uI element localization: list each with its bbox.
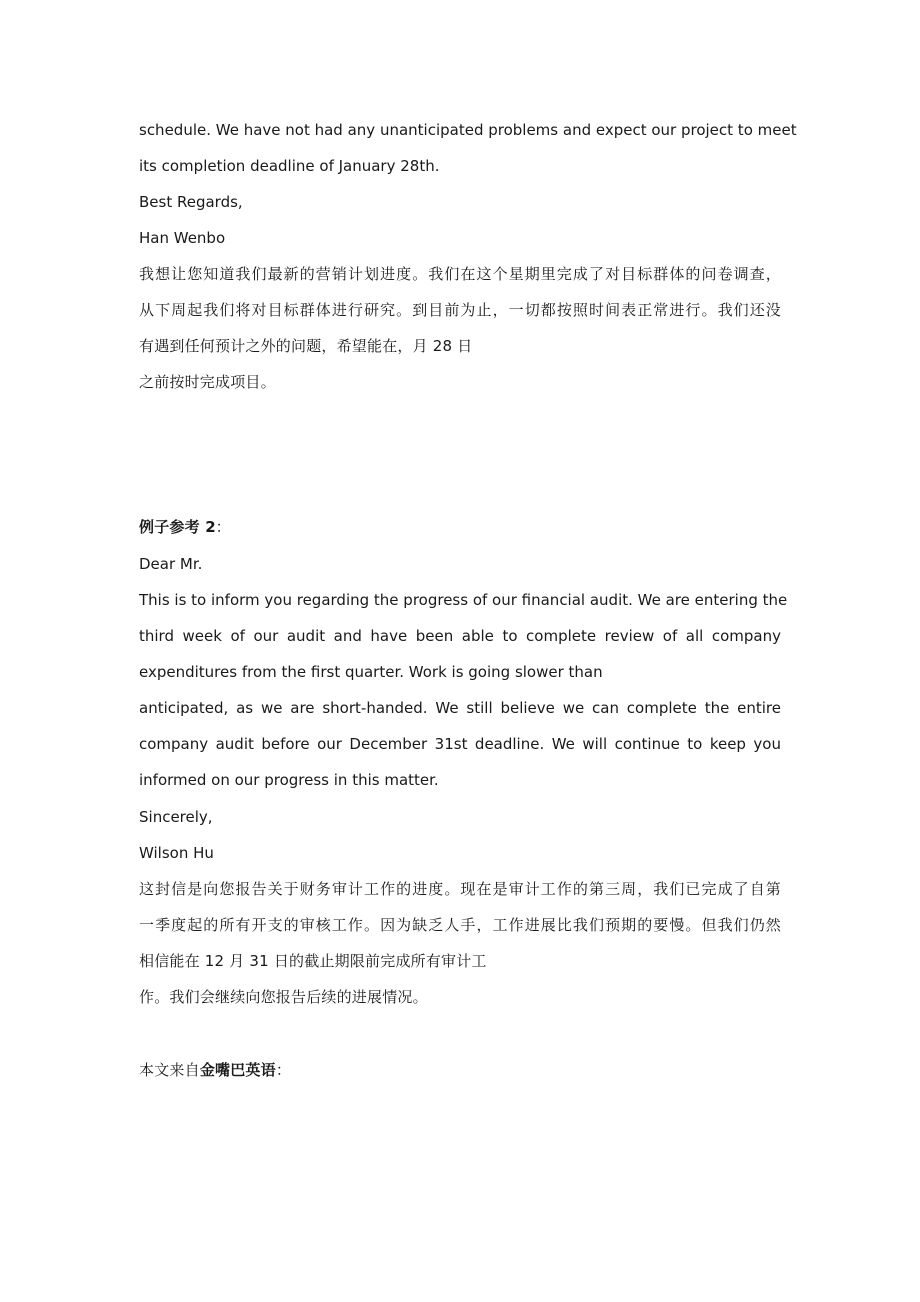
source-line bbox=[139, 1060, 781, 1080]
source-prefix: 本文来自 bbox=[139, 1061, 200, 1079]
section-heading bbox=[139, 517, 781, 537]
heading-prefix: 例子参考 bbox=[139, 518, 206, 536]
body-line: expenditures from the first quarter. Work is going slower than bbox=[139, 663, 603, 681]
body-line: third week of our audit and have been able to complete review of all company bbox=[139, 627, 781, 645]
body-line: company audit before our December 31st deadline. We will continue to keep you bbox=[139, 735, 781, 753]
body-line: informed on our progress in this matter. bbox=[139, 771, 439, 789]
source-name: 金嘴巴英语 bbox=[199, 1061, 276, 1079]
translation-line: 相信能在 12 月 31 日的截止期限前完成所有审计工 bbox=[139, 952, 487, 970]
translation-line: 有遇到任何预计之外的问题，希望能在，月 28 日 bbox=[139, 337, 473, 355]
translation-line: 从下周起我们将对目标群体进行研究。到目前为止，一切都按照时间表正常进行。我们还没 bbox=[139, 301, 781, 319]
translation-line: 我想让您知道我们最新的营销计划进度。我们在这个星期里完成了对目标群体的问卷调查， bbox=[139, 265, 781, 283]
translation-line: 之前按时完成项目。 bbox=[139, 373, 276, 391]
body-line: schedule. We have not had any unanticipated problems and expect our project to meet bbox=[139, 121, 797, 139]
body-line: This is to inform you regarding the progress of our financial audit. We are entering the bbox=[139, 591, 788, 609]
translation-line: 作。我们会继续向您报告后续的进展情况。 bbox=[139, 988, 428, 1006]
body-line: its completion deadline of January 28th. bbox=[139, 157, 440, 175]
translation-line: 一季度起的所有开支的审核工作。因为缺乏人手，工作进展比我们预期的要慢。但我们仍然 bbox=[139, 916, 781, 934]
body-line: anticipated, as we are short-handed. We still believe we can complete the entire bbox=[139, 699, 781, 717]
heading-number: 2 bbox=[205, 518, 216, 536]
translation-line: 这封信是向您报告关于财务审计工作的进度。现在是审计工作的第三周，我们已完成了自第 bbox=[139, 880, 781, 898]
signature: Wilson Hu bbox=[139, 844, 214, 862]
closing: Sincerely, bbox=[139, 808, 213, 826]
salutation: Dear Mr. bbox=[139, 555, 203, 573]
signature: Han Wenbo bbox=[139, 229, 226, 247]
closing: Best Regards, bbox=[139, 193, 243, 211]
heading-suffix: ： bbox=[215, 518, 231, 536]
source-suffix: ： bbox=[275, 1061, 292, 1079]
